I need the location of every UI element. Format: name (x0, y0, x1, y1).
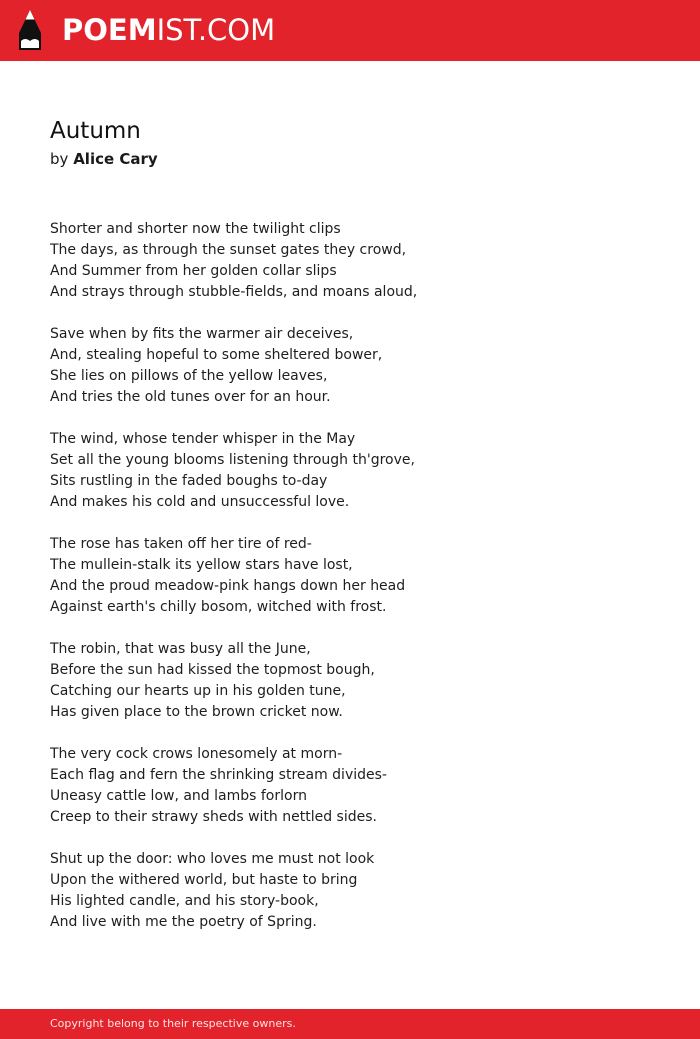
poem-line: And, stealing hopeful to some sheltered bower, (50, 347, 383, 363)
stanza (50, 849, 650, 933)
site-footer (0, 1009, 700, 1039)
poem-line: And the proud meadow-pink hangs down her head (50, 578, 406, 594)
poem-line: Set all the young blooms listening through th'grove, (50, 452, 415, 468)
poem-line: And Summer from her golden collar slips (50, 263, 337, 279)
pencil-tip-icon[interactable] (17, 9, 43, 51)
poem-line: And strays through stubble-fields, and moans aloud, (50, 284, 418, 300)
poem-line: Uneasy cattle low, and lambs forlorn (50, 788, 307, 804)
poem-line: Before the sun had kissed the topmost bough, (50, 662, 375, 678)
poem-line: Catching our hearts up in his golden tune, (50, 683, 346, 699)
poem-line: And makes his cold and unsuccessful love. (50, 494, 350, 510)
site-brand[interactable] (62, 12, 275, 48)
poem-line: The robin, that was busy all the June, (50, 641, 311, 657)
stanza (50, 744, 650, 828)
poem-line: Against earth's chilly bosom, witched with frost. (50, 599, 387, 615)
poem-line: The days, as through the sunset gates they crowd, (50, 242, 407, 258)
stanza (50, 639, 650, 723)
poem-line: The mullein-stalk its yellow stars have lost, (50, 557, 353, 573)
poem-line: Creep to their strawy sheds with nettled sides. (50, 809, 377, 825)
poem-title: Autumn (50, 118, 141, 144)
stanza (50, 429, 650, 513)
stanza (50, 219, 650, 303)
poem-line: And live with me the poetry of Spring. (50, 914, 317, 930)
byline (50, 149, 158, 169)
stanza (50, 534, 650, 618)
poem-line: The rose has taken off her tire of red- (50, 536, 312, 552)
poem-line: Sits rustling in the faded boughs to-day (50, 473, 328, 489)
copyright-text: Copyright belong to their respective owners. (50, 1017, 296, 1030)
poem-line: Has given place to the brown cricket now. (50, 704, 343, 720)
poem-line: Each flag and fern the shrinking stream divides- (50, 767, 387, 783)
by-label: by (50, 150, 69, 168)
poem-line: His lighted candle, and his story-book, (50, 893, 319, 909)
stanza (50, 324, 650, 408)
site-header (0, 0, 700, 61)
poem-line: She lies on pillows of the yellow leaves, (50, 368, 328, 384)
brand-bold: POEM (62, 13, 157, 47)
poem-line: Shut up the door: who loves me must not look (50, 851, 375, 867)
poem-line: The wind, whose tender whisper in the May (50, 431, 356, 447)
brand-light: IST.COM (156, 13, 276, 47)
poem-author: Alice Cary (73, 150, 158, 168)
poem-line: And tries the old tunes over for an hour. (50, 389, 331, 405)
poem-line: The very cock crows lonesomely at morn- (50, 746, 343, 762)
poem-body (50, 219, 650, 954)
poem-line: Shorter and shorter now the twilight clips (50, 221, 341, 237)
poem-line: Save when by fits the warmer air deceives, (50, 326, 354, 342)
poem-line: Upon the withered world, but haste to bring (50, 872, 358, 888)
